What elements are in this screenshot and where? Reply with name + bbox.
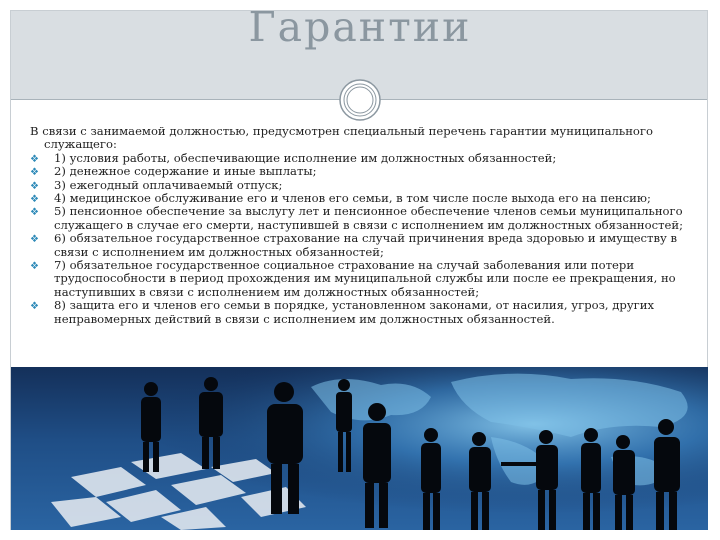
list-item-text: 8) защита его и членов его семьи в порядке, установленном законами, от насилия, угроз, других неправомерных действий в связи с исполнением им должностных обязанностей. (54, 298, 655, 326)
list-item-text: 2) денежное содержание и иные выплаты; (54, 164, 317, 179)
bullet-icon: ❖ (30, 234, 39, 246)
bullet-icon: ❖ (30, 261, 39, 273)
list-item-text: 6) обязательное государственное страхование на случай причинения вреда здоровью и имуществу в связи с исполнением им должностных обязанностей; (54, 231, 678, 259)
list-item (30, 152, 698, 165)
list-item-text: 1) условия работы, обеспечивающие исполнение им должностных обязанностей; (54, 150, 557, 165)
silhouettes-image (11, 367, 708, 530)
intro-text (30, 125, 698, 152)
intro-line-1: В связи с занимаемой должностью, предусмотрен специальный перечень гарантии муниципального (30, 124, 653, 138)
guarantees-list (30, 152, 698, 326)
bullet-icon: ❖ (30, 194, 39, 206)
list-item (30, 165, 698, 178)
bullet-icon: ❖ (30, 207, 39, 219)
bullet-icon: ❖ (30, 301, 39, 313)
guarantees-text (30, 125, 698, 326)
circle-ornament-icon (338, 78, 382, 122)
bullet-icon: ❖ (30, 153, 39, 165)
business-people-photo (11, 367, 708, 530)
list-item (30, 179, 698, 192)
list-item-text: 3) ежегодный оплачиваемый отпуск; (54, 177, 283, 192)
list-item (30, 192, 698, 205)
list-item (30, 205, 698, 232)
slide-title: Гарантии (248, 3, 472, 51)
list-item (30, 259, 698, 299)
list-item (30, 299, 698, 326)
list-item-text: 4) медицинское обслуживание его и членов его семьи, в том числе после выхода его на пенсию; (54, 191, 651, 206)
bullet-icon: ❖ (30, 167, 39, 179)
list-item-text: 7) обязательное государственное социальное страхование на случай заболевания или потери трудоспособности в период прохождения им муниципальной службы или после ее прекращения, но наступивших в связи с исполнением им должностных обязанностей; (54, 258, 676, 299)
bullet-icon: ❖ (30, 180, 39, 192)
list-item-text: 5) пенсионное обеспечение за выслугу лет и пенсионное обеспечение членов семьи муниципального служащего в случае его смерти, наступившей в связи с исполнением им должностных обязанностей; (54, 204, 684, 232)
list-item (30, 232, 698, 259)
intro-line-2: служащего: (44, 137, 117, 152)
